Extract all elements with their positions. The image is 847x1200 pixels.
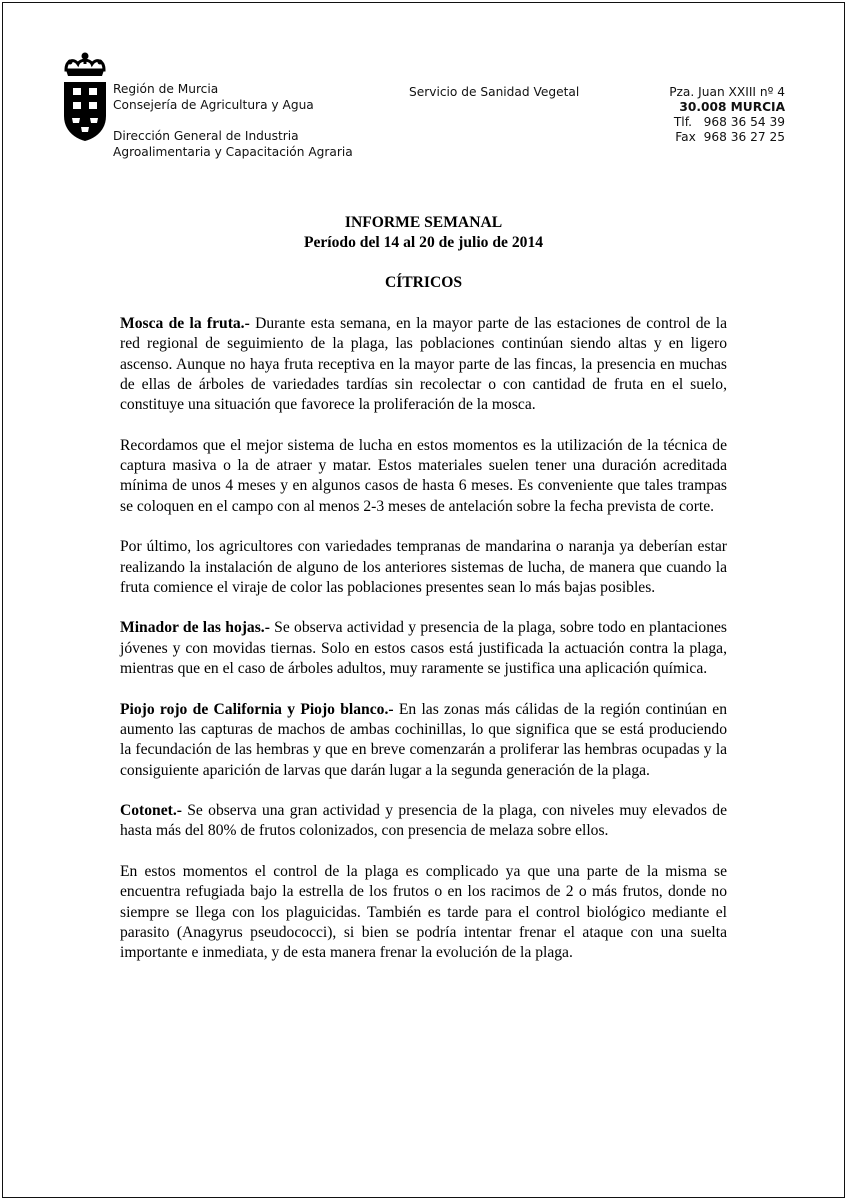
region-coat-of-arms-logo <box>60 50 110 142</box>
paragraph-text: Por último, los agricultores con variedades tempranas de mandarina o naranja ya deberían estar realizando la instalación de alguno de los anteriores sistemas de lucha, de manera que cuando la fruta comience el viraje de color las poblaciones presentes sean lo más bajas posibles. <box>120 538 727 596</box>
fax-number: Fax 968 36 27 25 <box>675 130 785 144</box>
paragraph-cotonet <box>120 801 727 842</box>
org-name: Región de Murcia <box>113 82 219 96</box>
paragraph-cotonet-control <box>120 862 727 963</box>
paragraph-mosca <box>120 314 727 415</box>
paragraph-early-varieties <box>120 537 727 598</box>
paragraph-piojo <box>120 700 727 781</box>
general-directorate-cont: Agroalimentaria y Capacitación Agraria <box>113 145 353 159</box>
report-period: Período del 14 al 20 de julio de 2014 <box>303 234 544 251</box>
paragraph-text: Recordamos que el mejor sistema de lucha en estos momentos es la utilización de la técnica de captura masiva o la de atraer y matar. Estos materiales suelen tener una duración acreditada mínima de unos 4 meses y en algunos casos de hasta 6 meses. Es conveniente que tales trampas se coloquen en el campo con al menos 2-3 meses de antelación sobre la fecha prevista de corte. <box>120 436 727 515</box>
paragraph-minador <box>120 618 727 679</box>
pest-heading: Mosca de la fruta.- <box>120 315 250 332</box>
paragraph-text: Se observa una gran actividad y presencia de la plaga, con niveles muy elevados de hasta más del 80% de frutos colonizados, con presencia de melaza sobre ellos. <box>120 802 727 840</box>
pest-heading: Cotonet.- <box>120 802 182 820</box>
org-department: Consejería de Agricultura y Agua <box>113 98 314 112</box>
report-title: INFORME SEMANAL <box>344 214 503 231</box>
address-city: 30.008 MURCIA <box>679 100 785 114</box>
pest-heading: Minador de las hojas.- <box>120 619 270 637</box>
paragraph-text: Se observa actividad y presencia de la plaga, sobre todo en plantaciones jóvenes y con movidas tiernas. Solo en estos casos está justificada la actuación contra la plaga, mientras que en el caso de árboles adultos, muy raramente se justifica una aplicación química. <box>120 619 727 678</box>
service-name: Servicio de Sanidad Vegetal <box>409 85 580 99</box>
general-directorate: Dirección General de Industria <box>113 129 299 143</box>
phone-number: Tlf. 968 36 54 39 <box>673 115 785 129</box>
paragraph-recommendation <box>120 436 727 517</box>
paragraph-text: Durante esta semana, en la mayor parte de las estaciones de control de la red regional de seguimiento de la plaga, las poblaciones continúan siendo altas y en ligero ascenso. Aunque no haya fruta receptiva en la mayor parte de las fincas, la presencia en muchas de ellas de árboles de variedades tardías sin recolectar o con cantidad de fruta en el suelo, constituye una situación que favorece la proliferación de la mosca. <box>120 315 727 414</box>
address-street: Pza. Juan XXIII nº 4 <box>669 85 785 99</box>
section-heading: CÍTRICOS <box>384 274 463 291</box>
report-body <box>120 314 727 984</box>
pest-heading: Piojo rojo de California y Piojo blanco.- <box>120 700 394 718</box>
paragraph-text: En estos momentos el control de la plaga es complicado ya que una parte de la misma se encuentra refugiada bajo la estrella de los frutos o en los racimos de 2 o más frutos, donde no siempre se llega con los plaguicidas. También es tarde para el control biológico mediante el parasito (Anagyrus pseudococci), si bien se podría intentar frenar el ataque con una suelta importante e inmediata, y de esta manera frenar la evolución de la plaga. <box>120 863 727 962</box>
paragraph-text: En las zonas más cálidas de la región continúan en aumento las capturas de machos de ambas cochinillas, lo que significa que se está produciendo la fecundación de las hembras y que en breve comenzarán a proliferar las hembras ocupadas y la consiguiente aparición de larvas que darán lugar a la segunda generación de la plaga. <box>120 700 727 779</box>
